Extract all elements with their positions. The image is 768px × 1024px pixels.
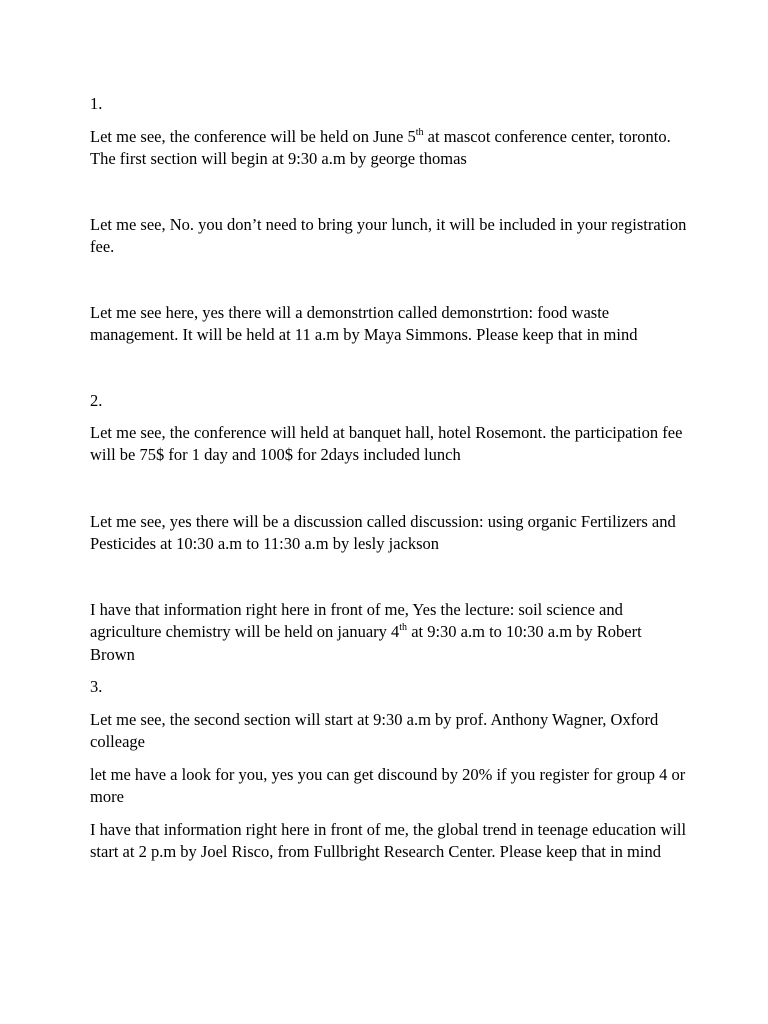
ordinal-suffix: th <box>415 126 424 138</box>
paragraph-discussion: Let me see, yes there will be a discussion called discussion: using organic Fertilizers and Pesticides at 10:30 a.m to 11:30 a.m by lesly jackson <box>90 512 676 554</box>
paragraph-lecture <box>90 599 690 666</box>
ordinal-suffix: th <box>399 621 408 633</box>
paragraph-discount: let me have a look for you, yes you can get discound by 20% if you register for group 4 or more <box>90 765 686 807</box>
section-number-3: 3. <box>90 677 103 696</box>
section-number-2: 2. <box>90 391 103 410</box>
paragraph-second-section: Let me see, the second section will start at 9:30 a.m by prof. Anthony Wagner, Oxford colleage <box>90 710 659 752</box>
paragraph-demonstration: Let me see here, yes there will a demonstrtion called demonstrtion: food waste management. It will be held at 11 a.m by Maya Simmons. Please keep that in mind <box>90 303 638 345</box>
paragraph-text: Let me see, the conference will be held on June 5 <box>90 127 416 146</box>
paragraph-text: at mascot conference center, toronto. The first section will begin at 9:30 a.m by george thomas <box>90 127 671 169</box>
paragraph-global-trend: I have that information right here in front of me, the global trend in teenage education will start at 2 p.m by Joel Risco, from Fullbright Research Center. Please keep that in mind <box>90 820 687 862</box>
paragraph-text: at 9:30 a.m to 10:30 a.m by Robert Brown <box>90 622 642 664</box>
paragraph-text: I have that information right here in front of me, Yes the lecture: soil science and agriculture chemistry will be held on january 4 <box>90 600 623 642</box>
section-number-1: 1. <box>90 94 103 113</box>
paragraph-lunch: Let me see, No. you don’t need to bring your lunch, it will be included in your registration fee. <box>90 215 687 257</box>
paragraph-venue-fee: Let me see, the conference will held at banquet hall, hotel Rosemont. the participation fee will be 75$ for 1 day and 100$ for 2days included lunch <box>90 423 683 465</box>
paragraph-conference-date <box>90 126 690 171</box>
